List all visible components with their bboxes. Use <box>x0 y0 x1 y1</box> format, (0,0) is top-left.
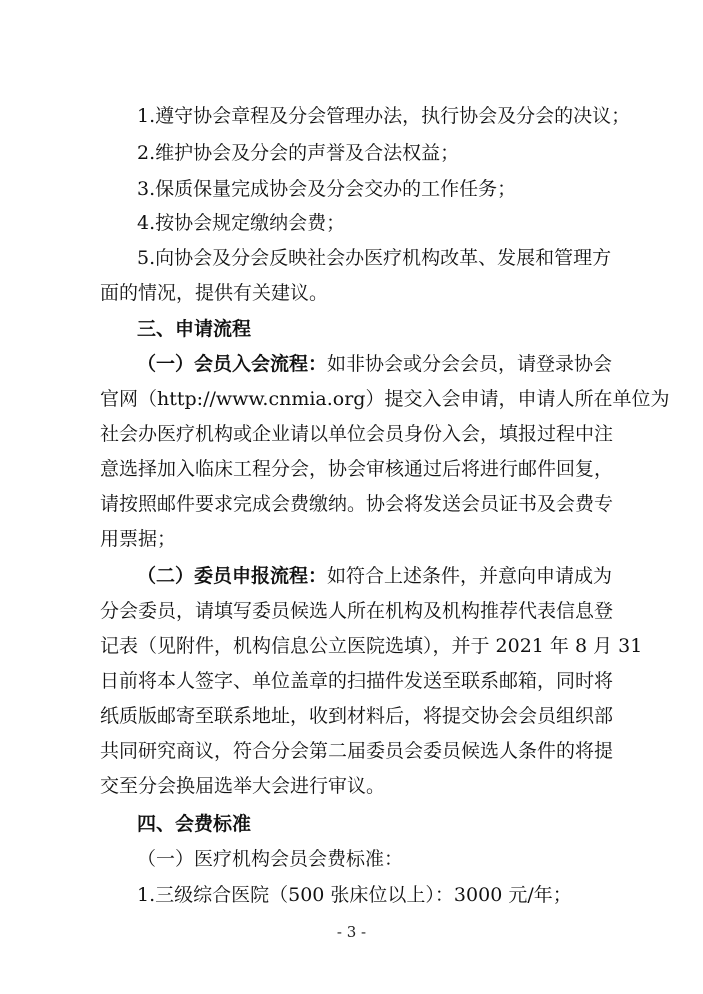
process-2-line-4: 日前将本人签字、单位盖章的扫描件发送至联系邮箱，同时将 <box>100 670 614 692</box>
fee-item-1: 1.三级综合医院（500 张床位以上）：3000 元/年； <box>137 884 572 906</box>
duty-line-4: 4.按协会规定缴纳会费； <box>137 212 346 234</box>
process-2-line-6: 共同研究商议，符合分会第二届委员会委员候选人条件的将提 <box>100 740 614 762</box>
duty-line-5: 5.向协会及分会反映社会办医疗机构改革、发展和管理方 <box>137 247 612 269</box>
duty-line-5-continued: 面的情况，提供有关建议。 <box>100 282 329 304</box>
process-1-label: （一）会员入会流程： <box>137 353 328 375</box>
process-2-line-2: 分会委员，请填写委员候选人所在机构及机构推荐代表信息登 <box>100 600 614 622</box>
page-number: - 3 - <box>336 923 367 941</box>
process-2-line-5: 纸质版邮寄至联系地址，收到材料后，将提交协会会员组织部 <box>100 705 614 727</box>
fee-subtitle: （一）医疗机构会员会费标准： <box>137 848 404 870</box>
process-2-text: 如符合上述条件，并意向申请成为 <box>327 565 613 587</box>
process-2-label: （二）委员申报流程： <box>137 565 328 587</box>
process-1-text: 如非协会或分会会员，请登录协会 <box>327 353 613 375</box>
section-3-heading: 三、申请流程 <box>137 318 252 340</box>
process-1-line-6: 用票据； <box>100 528 177 550</box>
process-1-line-2: 官网（http://www.cnmia.org）提交入会申请，申请人所在单位为 <box>100 388 670 410</box>
process-2-first-line <box>137 565 613 587</box>
duty-line-1: 1.遵守协会章程及分会管理办法，执行协会及分会的决议； <box>137 105 631 127</box>
process-1-line-4: 意选择加入临床工程分会，协会审核通过后将进行邮件回复， <box>100 458 614 480</box>
process-2-line-3: 记表（见附件，机构信息公立医院选填），并于 2021 年 8 月 31 <box>100 635 643 657</box>
duty-line-3: 3.保质保量完成协会及分会交办的工作任务； <box>137 178 517 200</box>
duty-line-2: 2.维护协会及分会的声誉及合法权益； <box>137 142 460 164</box>
section-4-heading: 四、会费标准 <box>137 813 252 835</box>
process-1-line-5: 请按照邮件要求完成会费缴纳。协会将发送会员证书及会费专 <box>100 493 614 515</box>
process-1-first-line <box>137 353 613 375</box>
process-1-line-3: 社会办医疗机构或企业请以单位会员身份入会，填报过程中注 <box>100 423 614 445</box>
process-2-line-7: 交至分会换届选举大会进行审议。 <box>100 775 386 797</box>
